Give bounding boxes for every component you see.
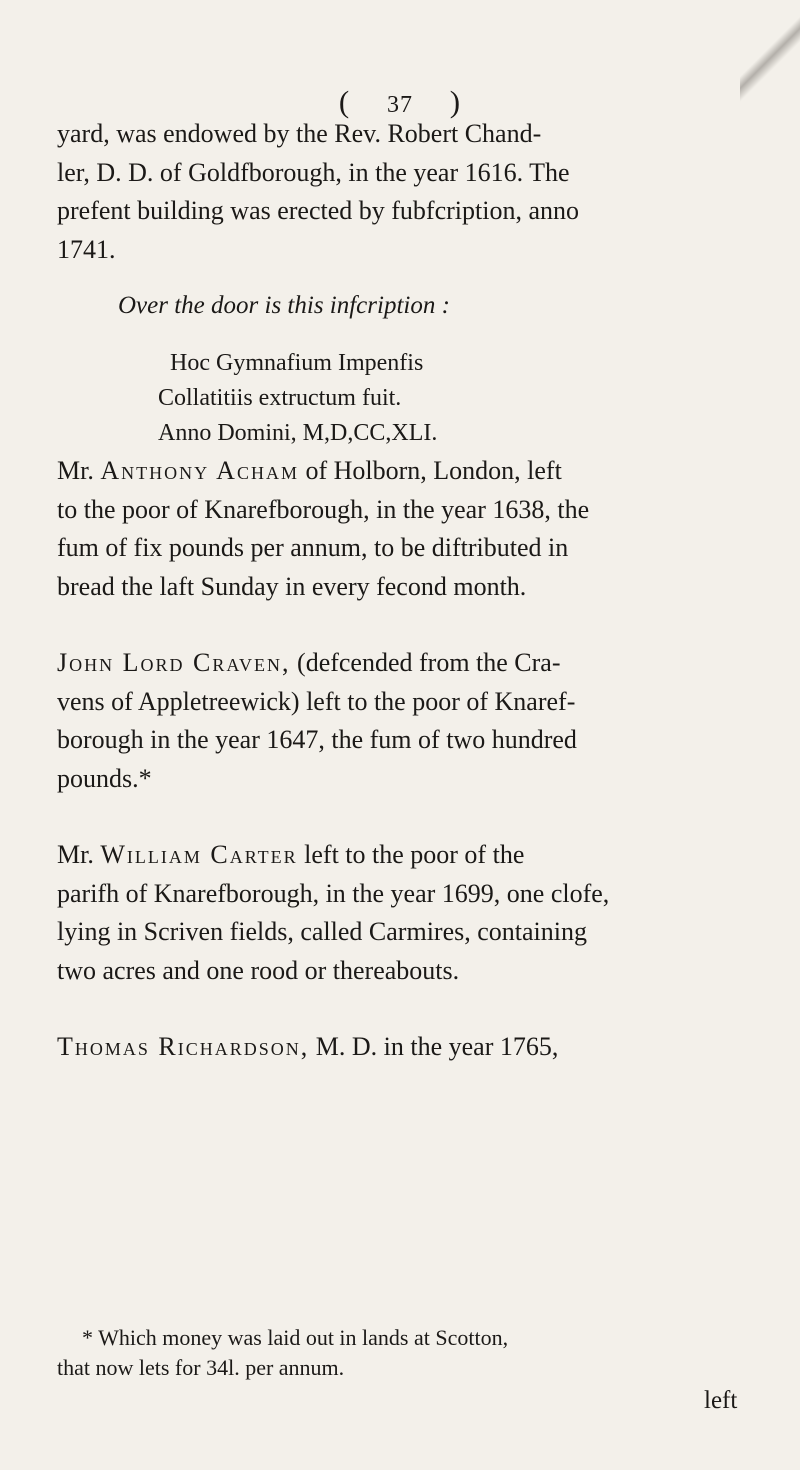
- line-rest: M. D. in the year 1765,: [309, 1032, 559, 1061]
- paragraph-school: [57, 115, 757, 269]
- text-line: yard, was endowed by the Rev. Robert Chand-: [57, 119, 542, 148]
- text-line: pounds.*: [57, 763, 152, 793]
- text-line: borough in the year 1647, the fum of two hundred: [57, 725, 577, 754]
- text-line: 1741.: [57, 234, 116, 264]
- name-anthony-acham: Anthony Acham: [100, 456, 299, 485]
- inscription-line: Anno Domini, M,D,CC,XLI.: [158, 420, 438, 446]
- text-line: parifh of Knarefborough, in the year 1699, one clofe,: [57, 878, 610, 908]
- text-line: two acres and one rood or thereabouts.: [57, 955, 460, 985]
- text-line: lying in Scriven fields, called Carmires, containing: [57, 917, 587, 946]
- text-line: fum of fix pounds per annum, to be diftributed in: [57, 533, 569, 562]
- catchword: left: [704, 1387, 738, 1414]
- inscription-block: [158, 346, 678, 451]
- inscription-heading: Over the door is this infcription :: [118, 292, 450, 319]
- paragraph-carter: [57, 836, 757, 990]
- text-line: [57, 644, 757, 683]
- prefix-mr: Mr.: [57, 840, 101, 869]
- text-line: vens of Appletreewick) left to the poor of Knaref-: [57, 686, 576, 716]
- header-close-paren: ): [449, 84, 462, 119]
- paragraph-acham: [57, 452, 757, 606]
- inscription-line: Hoc Gymnafium Impenfis: [170, 350, 424, 376]
- text-line: prefent building was erected by fubfcription, anno: [57, 196, 579, 225]
- paragraph-richardson: [57, 1028, 757, 1067]
- line-rest: of Holborn, London, left: [298, 456, 562, 485]
- line-rest: left to the poor of the: [297, 840, 525, 869]
- text-line: [57, 836, 757, 875]
- name-john-lord-craven: John Lord Craven,: [57, 648, 291, 677]
- footnote-line: that now lets for 34l. per annum.: [57, 1355, 345, 1380]
- name-william-carter: William Carter: [100, 840, 298, 869]
- footnote-line: * Which money was laid out in lands at Scotton,: [82, 1325, 509, 1350]
- name-thomas-richardson: Thomas Richardson,: [57, 1032, 310, 1061]
- header-open-paren: (: [338, 84, 351, 119]
- text-line: to the poor of Knarefborough, in the year 1638, the: [57, 494, 590, 524]
- text-line: [57, 452, 757, 491]
- footnote: [57, 1323, 767, 1383]
- prefix-mr: Mr.: [57, 456, 101, 485]
- page-number: 37: [387, 92, 413, 118]
- inscription-line: Collatitiis extructum fuit.: [158, 385, 402, 411]
- text-line: [57, 1028, 757, 1067]
- line-rest: (defcended from the Cra-: [290, 648, 561, 677]
- text-line: bread the laft Sunday in every fecond month.: [57, 571, 527, 601]
- text-line: ler, D. D. of Goldfborough, in the year 1616. The: [57, 157, 570, 187]
- paragraph-craven: [57, 644, 757, 798]
